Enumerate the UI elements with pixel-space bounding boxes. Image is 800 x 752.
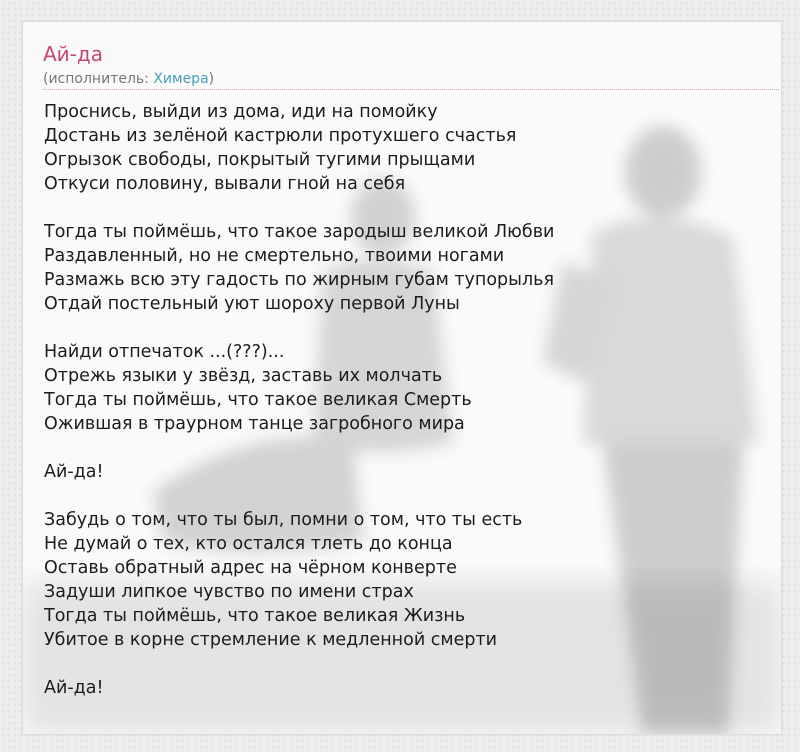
song-title: Ай-да	[43, 42, 103, 66]
lyric-line: Ожившая в траурном танце загробного мира	[44, 414, 465, 434]
lyric-line: Откуси половину, вывали гной на себя	[44, 174, 406, 194]
lyric-line: Размажь всю эту гадость по жирным губам тупорылья	[44, 270, 554, 290]
lyric-line: Тогда ты поймёшь, что такое зародыш великой Любви	[44, 222, 555, 242]
lyric-line: Забудь о том, что ты был, помни о том, что ты есть	[44, 510, 523, 530]
lyric-line: Достань из зелёной кастрюли протухшего счастья	[44, 126, 517, 146]
performer-suffix: )	[208, 71, 215, 87]
lyric-line: Убитое в корне стремление к медленной смерти	[44, 630, 498, 650]
lyric-line: Задуши липкое чувство по имени страх	[44, 582, 414, 602]
lyric-line: Огрызок свободы, покрытый тугими прыщами	[44, 150, 476, 170]
lyrics-text	[44, 100, 764, 724]
lyric-line: Оставь обратный адрес на чёрном конверте	[44, 558, 457, 578]
stanza-3	[44, 340, 764, 436]
lyric-line: Не думай о тех, кто остался тлеть до конца	[44, 534, 453, 554]
performer-prefix: (исполнитель:	[43, 71, 154, 87]
lyric-line: Ай-да!	[44, 462, 104, 482]
lyric-line: Отрежь языки у звёзд, заставь их молчать	[44, 366, 443, 386]
stanza-chorus-2	[44, 676, 764, 700]
lyric-line: Отдай постельный уют шороху первой Луны	[44, 294, 460, 314]
performer-line	[43, 70, 214, 88]
stanza-chorus-1	[44, 460, 764, 484]
stanza-1	[44, 100, 764, 196]
lyric-line: Ай-да!	[44, 678, 104, 698]
lyric-line: Раздавленный, но не смертельно, твоими ногами	[44, 246, 505, 266]
lyric-line: Тогда ты поймёшь, что такое великая Смерть	[44, 390, 472, 410]
stanza-4	[44, 508, 764, 652]
title-divider	[43, 89, 779, 90]
performer-link[interactable]: Химера	[153, 71, 209, 87]
lyric-line: Тогда ты поймёшь, что такое великая Жизнь	[44, 606, 466, 626]
lyric-line: Проснись, выйди из дома, иди на помойку	[44, 102, 438, 122]
lyrics-card	[22, 21, 782, 735]
stanza-2	[44, 220, 764, 316]
lyric-line: Найди отпечаток ...(???)...	[44, 342, 285, 362]
